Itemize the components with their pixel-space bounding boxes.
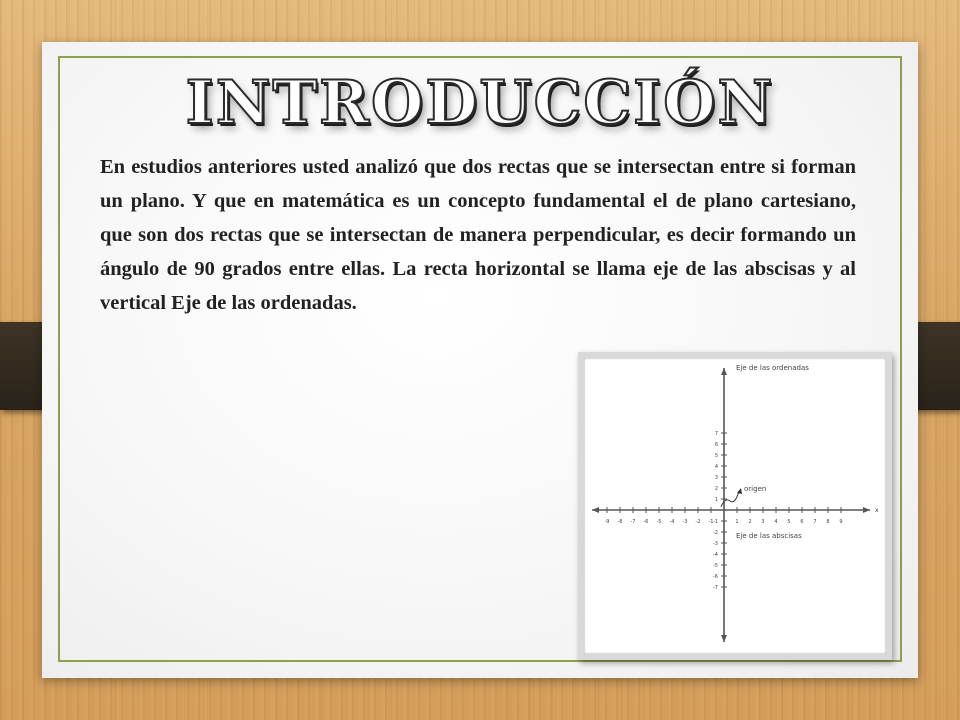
x-tick-label: -3: [682, 519, 688, 525]
x-tick-label: 4: [774, 519, 778, 525]
y-tick-label: 4: [714, 464, 718, 470]
abscissa-axis-label: Eje de las abscisas: [736, 532, 802, 540]
x-tick-label: 8: [826, 519, 830, 525]
y-axis-arrow-bottom: [721, 635, 727, 642]
y-tick-label: -6: [713, 574, 718, 580]
y-tick-label: -4: [713, 552, 718, 558]
y-tick-label: -5: [713, 563, 718, 569]
x-tick-label: 5: [787, 519, 791, 525]
x-tick-label: 1: [735, 519, 739, 525]
x-tick-label: -2: [695, 519, 701, 525]
slide-title: INTRODUCCIÓN: [185, 68, 775, 138]
y-tick-label: -2: [713, 530, 718, 536]
x-tick-label: -7: [630, 519, 636, 525]
y-tick-label: 6: [714, 442, 718, 448]
cartesian-plane: [584, 358, 886, 654]
x-tick-label: -6: [643, 519, 649, 525]
x-tick-label: -1: [708, 519, 714, 525]
y-tick-label: 5: [714, 453, 718, 459]
x-tick-label: -4: [669, 519, 675, 525]
y-tick-label: -1: [713, 519, 718, 525]
x-tick-label: 2: [748, 519, 752, 525]
y-tick-label: 1: [714, 497, 718, 503]
y-tick-label: -7: [713, 585, 718, 591]
x-tick-label: -9: [604, 519, 610, 525]
ordinate-axis-label: Eje de las ordenadas: [736, 364, 809, 372]
slide-paper: [42, 42, 918, 678]
y-tick-label: 2: [714, 486, 718, 492]
x-tick-label: -8: [617, 519, 623, 525]
x-tick-label: 7: [813, 519, 817, 525]
x-tick-label: 6: [800, 519, 804, 525]
x-axis-letter: x: [875, 507, 879, 514]
x-tick-label: 9: [839, 519, 843, 525]
y-tick-label: 7: [714, 431, 718, 437]
x-axis-arrow-left: [592, 507, 599, 513]
y-axis-arrow-top: [721, 368, 727, 375]
y-tick-label: -3: [713, 541, 718, 547]
intro-paragraph: En estudios anteriores usted analizó que dos rectas que se intersectan entre si forman un plano. Y que en matemática es un concepto fundamental el de plano cartesiano, que son dos rectas que se intersectan de manera perpendicular, es decir formando un ángulo de 90 grados entre ellas. La recta horizontal se llama eje de las abscisas y al vertical Eje de las ordenadas.: [100, 156, 856, 314]
origin-label: origen: [744, 485, 767, 493]
y-tick-label: 3: [714, 475, 718, 481]
origin-pointer-arrow: [737, 488, 742, 494]
cartesian-plane-figure: [578, 352, 892, 660]
x-tick-label: 3: [761, 519, 765, 525]
x-tick-label: -5: [656, 519, 662, 525]
x-axis-arrow-right: [863, 507, 870, 513]
